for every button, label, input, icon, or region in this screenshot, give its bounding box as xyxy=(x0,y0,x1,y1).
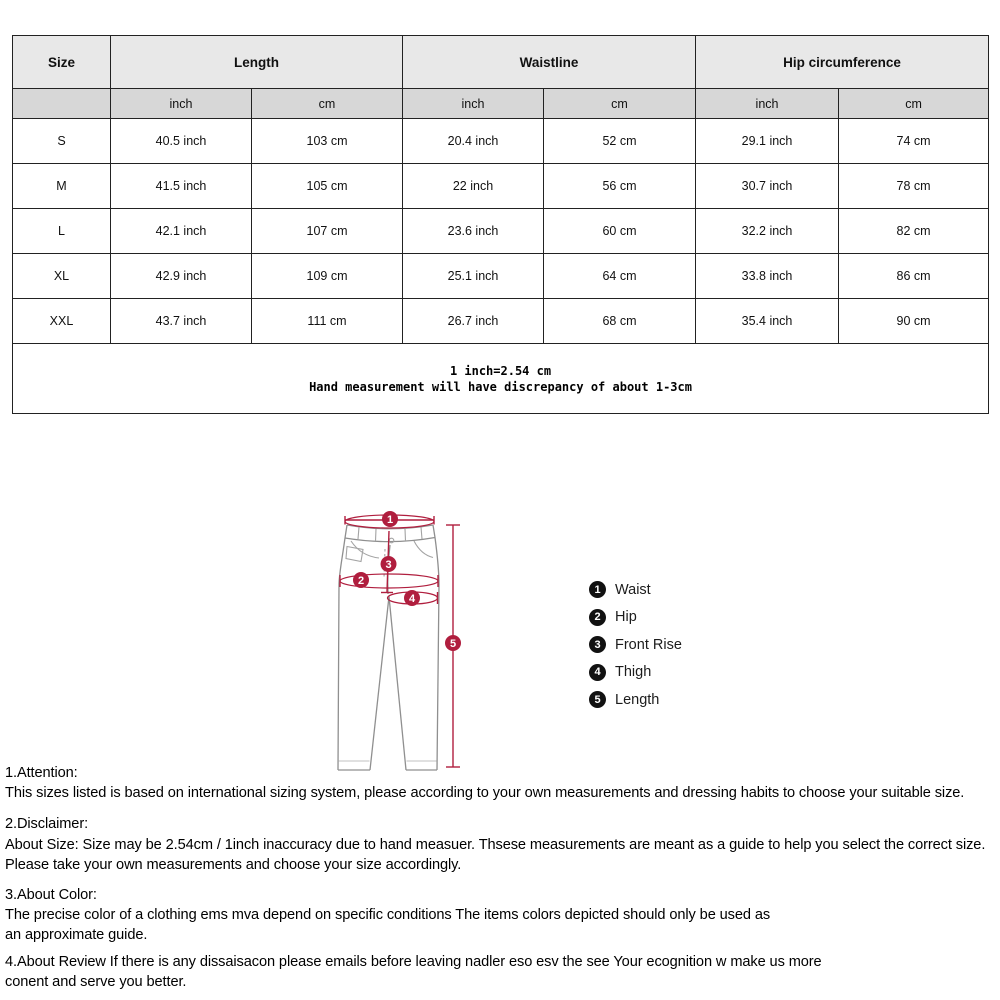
about-color-text-1: The precise color of a clothing ems mva depend on specific conditions The items colors depicted should only be used as xyxy=(5,906,771,923)
cell-value: 23.6 inch xyxy=(403,209,544,254)
cell-value: 90 cm xyxy=(839,299,989,344)
legend-item-hip xyxy=(589,609,682,626)
table-row-m xyxy=(13,164,989,209)
disclaimer-text-2: Please take your own measurements and choose your size accordingly. xyxy=(5,857,462,873)
cell-value: 86 cm xyxy=(839,254,989,299)
legend-item-waist xyxy=(589,581,682,598)
measurement-legend xyxy=(589,581,682,719)
about-color-section xyxy=(5,885,999,945)
col-header-length: Length xyxy=(111,36,403,89)
marker-hip-number: 2 xyxy=(357,575,365,587)
marker-length-number: 5 xyxy=(449,638,457,650)
legend-label: Waist xyxy=(615,581,651,598)
disclaimer-section xyxy=(5,814,999,876)
legend-label: Thigh xyxy=(615,664,652,680)
legend-item-front-rise xyxy=(589,636,682,653)
disclaimer-heading: 2.Disclaimer: xyxy=(5,816,89,832)
marker-waist-number: 1 xyxy=(386,514,394,526)
cell-value: 105 cm xyxy=(252,164,403,209)
about-color-text-2: an approximate guide. xyxy=(5,926,148,943)
attention-heading: 1.Attention: xyxy=(5,765,78,781)
legend-number-badge: 4 xyxy=(589,664,606,681)
size-table xyxy=(12,35,989,414)
cell-value: 20.4 inch xyxy=(403,119,544,164)
cell-size: XXL xyxy=(13,299,111,344)
cell-value: 109 cm xyxy=(252,254,403,299)
subheader-hip-cm: cm xyxy=(839,89,989,119)
cell-size: L xyxy=(13,209,111,254)
about-color-heading: 3.About Color: xyxy=(5,886,97,903)
cell-value: 56 cm xyxy=(544,164,696,209)
cell-value: 25.1 inch xyxy=(403,254,544,299)
subheader-length-inch: inch xyxy=(111,89,252,119)
measurement-markers xyxy=(353,511,461,651)
legend-number-badge: 3 xyxy=(589,636,606,653)
cell-value: 64 cm xyxy=(544,254,696,299)
cell-size: M xyxy=(13,164,111,209)
legend-label: Front Rise xyxy=(615,636,682,653)
cell-value: 42.1 inch xyxy=(111,209,252,254)
cell-value: 40.5 inch xyxy=(111,119,252,164)
discrepancy-note: Hand measurement will have discrepancy of about 1-3cm xyxy=(309,379,692,394)
disclaimer-text-1: About Size: Size may be 2.54cm / 1inch inaccuracy due to hand measuer. Thsese measurements are meant as a guide to help you select the correct size. xyxy=(5,836,986,853)
subheader-empty xyxy=(13,89,111,119)
legend-label: Length xyxy=(615,691,660,708)
subheader-waist-cm: cm xyxy=(544,89,696,119)
about-review-section xyxy=(5,952,999,992)
marker-front-rise-number: 3 xyxy=(385,559,392,571)
cell-value: 41.5 inch xyxy=(111,164,252,209)
table-note-row xyxy=(13,344,989,414)
attention-text: This sizes listed is based on international sizing system, please according to your own measurements and dressing habits to choose your suitable size. xyxy=(5,785,965,801)
cell-value: 68 cm xyxy=(544,299,696,344)
cell-value: 74 cm xyxy=(839,119,989,164)
cell-value: 107 cm xyxy=(252,209,403,254)
cell-size: S xyxy=(13,119,111,164)
table-row-l xyxy=(13,209,989,254)
table-row-xl xyxy=(13,254,989,299)
measurement-lines xyxy=(340,515,460,767)
legend-item-thigh xyxy=(589,664,682,681)
cell-value: 26.7 inch xyxy=(403,299,544,344)
cell-value: 33.8 inch xyxy=(696,254,839,299)
legend-number-badge: 2 xyxy=(589,609,606,626)
table-row-xxl xyxy=(13,299,989,344)
marker-thigh-number: 4 xyxy=(408,593,416,605)
cell-value: 32.2 inch xyxy=(696,209,839,254)
cell-value: 111 cm xyxy=(252,299,403,344)
cell-value: 103 cm xyxy=(252,119,403,164)
legend-number-badge: 5 xyxy=(589,691,606,708)
subheader-waist-inch: inch xyxy=(403,89,544,119)
cell-value: 43.7 inch xyxy=(111,299,252,344)
cell-value: 60 cm xyxy=(544,209,696,254)
col-header-waistline: Waistline xyxy=(403,36,696,89)
about-review-text-2: conent and serve you better. xyxy=(5,973,187,990)
legend-item-length xyxy=(589,691,682,708)
cell-value: 35.4 inch xyxy=(696,299,839,344)
cell-value: 22 inch xyxy=(403,164,544,209)
cell-value: 78 cm xyxy=(839,164,989,209)
attention-section xyxy=(5,763,999,803)
cell-value: 82 cm xyxy=(839,209,989,254)
conversion-note: 1 inch=2.54 cm xyxy=(449,363,552,378)
cell-value: 42.9 inch xyxy=(111,254,252,299)
subheader-length-cm: cm xyxy=(252,89,403,119)
pants-measurement-diagram xyxy=(325,495,475,780)
legend-number-badge: 1 xyxy=(589,581,606,598)
cell-value: 30.7 inch xyxy=(696,164,839,209)
col-header-size: Size xyxy=(13,36,111,89)
table-row-s xyxy=(13,119,989,164)
cell-size: XL xyxy=(13,254,111,299)
cell-value: 52 cm xyxy=(544,119,696,164)
legend-label: Hip xyxy=(615,609,637,625)
cell-value: 29.1 inch xyxy=(696,119,839,164)
col-header-hip: Hip circumference xyxy=(696,36,989,89)
table-subheader-row xyxy=(13,89,989,119)
table-header-row xyxy=(13,36,989,89)
subheader-hip-inch: inch xyxy=(696,89,839,119)
notes-section xyxy=(5,763,999,992)
about-review-text-1: 4.About Review If there is any dissaisacon please emails before leaving nadler eso esv the see Your ecognition w make us more xyxy=(5,953,822,970)
